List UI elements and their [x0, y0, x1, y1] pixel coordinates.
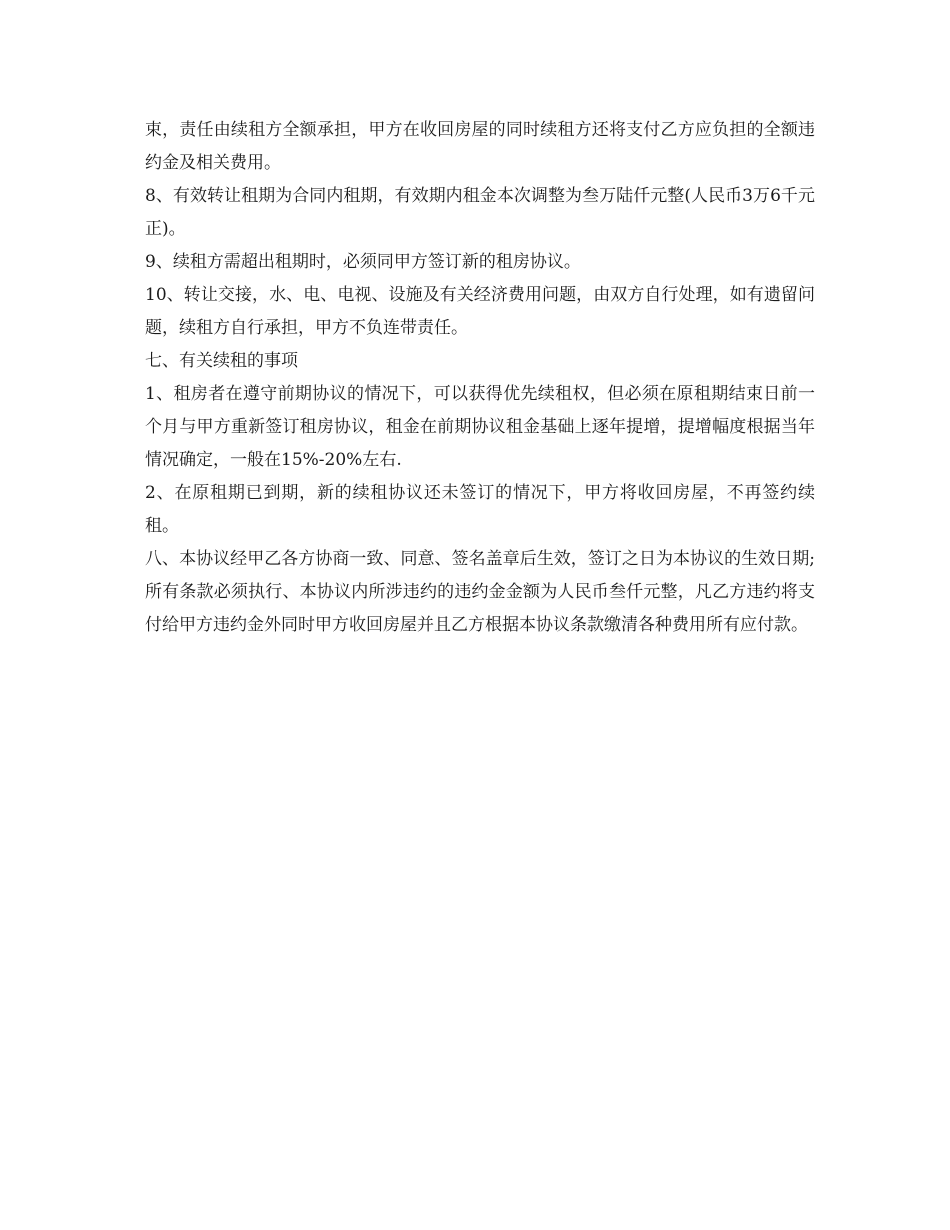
- paragraph-renewal-2: 2、在原租期已到期，新的续租协议还未签订的情况下，甲方将收回房屋，不再签约续租。: [145, 483, 815, 536]
- paragraph-clause-9: 9、续租方需超出租期时，必须同甲方签订新的租房协议。: [145, 252, 581, 272]
- paragraph-clause-8: 8、有效转让租期为合同内租期，有效期内租金本次调整为叁万陆仟元整(人民币3万6千元正)。: [145, 186, 815, 239]
- paragraph-renewal-1: 1、租房者在遵守前期协议的情况下，可以获得优先续租权，但必须在原租期结束日前一个月与甲方重新签订租房协议，租金在前期协议租金基础上逐年提增，提增幅度根据当年情况确定，一般在15%-20%左右.: [145, 384, 815, 470]
- section-heading-7: 七、有关续租的事项: [145, 351, 298, 371]
- document-body: [145, 114, 815, 642]
- paragraph-continuation: 束，责任由续租方全额承担，甲方在收回房屋的同时续租方还将支付乙方应负担的全额违约金及相关费用。: [145, 120, 815, 173]
- paragraph-clause-10: 10、转让交接，水、电、电视、设施及有关经济费用问题，由双方自行处理，如有遗留问题，续租方自行承担，甲方不负连带责任。: [145, 285, 815, 338]
- paragraph-section-8: 八、本协议经甲乙各方协商一致、同意、签名盖章后生效，签订之日为本协议的生效日期;所有条款必须执行、本协议内所涉违约的违约金金额为人民币叁仟元整，凡乙方违约将支付给甲方违约金外同时甲方收回房屋并且乙方根据本协议条款缴清各种费用所有应付款。: [145, 549, 815, 635]
